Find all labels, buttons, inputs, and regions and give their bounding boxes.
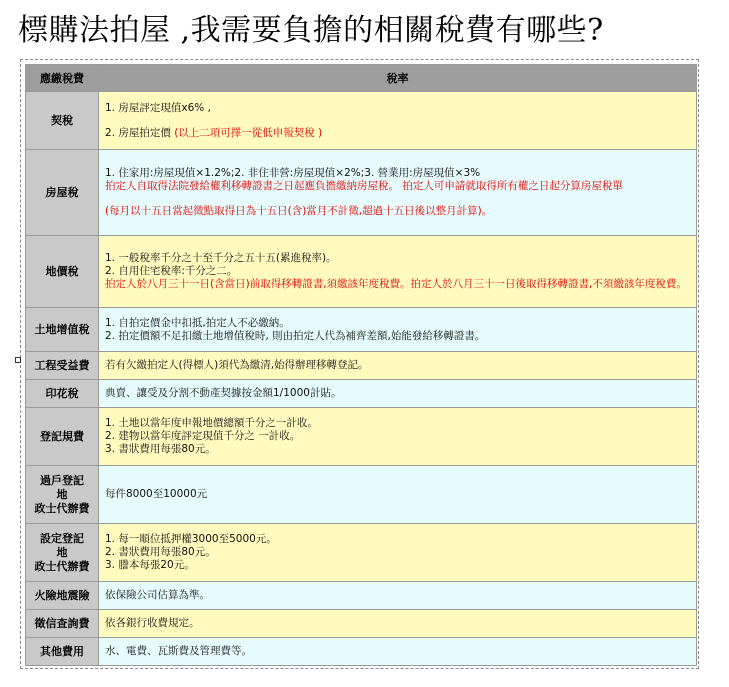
red-note: (以上二項可擇一從低申報契稅 ) <box>174 126 323 139</box>
fee-detail <box>99 92 697 150</box>
red-note: 拍定人於八月三十一日(含當日)前取得移轉證書,須繳該年度稅費。拍定人於八月三十一日後取得移轉證書,不須繳該年度稅費。 <box>105 278 687 290</box>
fee-label: 地價稅 <box>26 236 99 308</box>
fee-detail <box>99 524 697 582</box>
detail-line: 2. 書狀費用每張80元。 <box>105 546 216 558</box>
fee-detail <box>99 408 697 466</box>
fee-label: 過戶登記 地 政士代辦費 <box>26 466 99 524</box>
detail-line: 3. 謄本每張20元。 <box>105 559 195 571</box>
fee-detail: 若有欠繳拍定人(得標人)須代為繳清,始得辦理移轉登記。 <box>99 352 697 380</box>
header-rate: 稅率 <box>99 65 697 92</box>
fee-detail: 典賣、讓受及分割不動產契據按金額1/1000計貼。 <box>99 380 697 408</box>
page-title: 標購法拍屋 ,我需要負擔的相關稅費有哪些? <box>18 13 604 48</box>
fee-label: 其他費用 <box>26 638 99 666</box>
detail-line: 1. 房屋評定現值x6% , <box>105 101 211 114</box>
fee-detail: 每件8000至10000元 <box>99 466 697 524</box>
detail-line: 2. 自用住宅稅率:千分之二。 <box>105 265 238 277</box>
fee-label: 工程受益費 <box>26 352 99 380</box>
table-row <box>26 236 697 308</box>
fee-label: 土地增值稅 <box>26 308 99 352</box>
tax-fee-table <box>25 64 697 666</box>
table-row <box>26 352 697 380</box>
table-row <box>26 582 697 610</box>
detail-line: 1. 土地以當年度申報地價總額千分之一計收。 <box>105 417 318 429</box>
red-note: (每月以十五日當起徵點取得日為十五日(含)當月不計徵,超過十五日後以整月計算)。 <box>105 205 493 217</box>
detail-line: 1. 每一順位抵押權3000至5000元。 <box>105 533 277 545</box>
fee-detail: 依保險公司估算為準。 <box>99 582 697 610</box>
header-fee-type: 應繳稅費 <box>26 65 99 92</box>
detail-line: 1. 自拍定價金中扣抵,拍定人不必繳納。 <box>105 316 290 329</box>
table-row <box>26 308 697 352</box>
fee-detail <box>99 150 697 236</box>
table-row <box>26 150 697 236</box>
detail-line: 3. 書狀費用每張80元。 <box>105 443 216 455</box>
table-row <box>26 408 697 466</box>
fee-label: 火險地震險 <box>26 582 99 610</box>
table-header-row <box>26 65 697 92</box>
detail-line: 2. 建物以當年度評定現值千分之 一計收。 <box>105 430 301 442</box>
fee-label: 徵信查詢費 <box>26 610 99 638</box>
table-row <box>26 466 697 524</box>
table-row <box>26 638 697 666</box>
fee-label: 契稅 <box>26 92 99 150</box>
red-note: 拍定人自取得法院發給權利移轉證書之日起應負擔繳納房屋稅。 拍定人可申請就取得所有權之日起分算房屋稅單 <box>105 180 623 192</box>
fee-label: 印花稅 <box>26 380 99 408</box>
fee-detail <box>99 308 697 352</box>
detail-line: 2. 房屋拍定價 (以上二項可擇一從低申報契稅 ) <box>105 126 323 139</box>
table-row <box>26 380 697 408</box>
fee-label: 房屋稅 <box>26 150 99 236</box>
fee-detail: 依各銀行收費規定。 <box>99 610 697 638</box>
fee-detail: 水、電費、瓦斯費及管理費等。 <box>99 638 697 666</box>
table-row <box>26 610 697 638</box>
detail-line: 1. 一般稅率千分之十至千分之五十五(累進稅率)。 <box>105 252 337 264</box>
fee-label: 登記規費 <box>26 408 99 466</box>
resize-handle-icon[interactable] <box>15 357 21 363</box>
fee-label: 設定登記 地 政士代辦費 <box>26 524 99 582</box>
table-row <box>26 524 697 582</box>
fee-detail <box>99 236 697 308</box>
table-row <box>26 92 697 150</box>
detail-line: 2. 拍定價額不足扣繳土地增值稅時, 則由拍定人代為補齊差額,始能發給移轉證書。 <box>105 329 486 342</box>
detail-line: 1. 住家用:房屋現值×1.2%;2. 非住非營:房屋現值×2%;3. 營業用:房屋現值×3% <box>105 167 481 179</box>
